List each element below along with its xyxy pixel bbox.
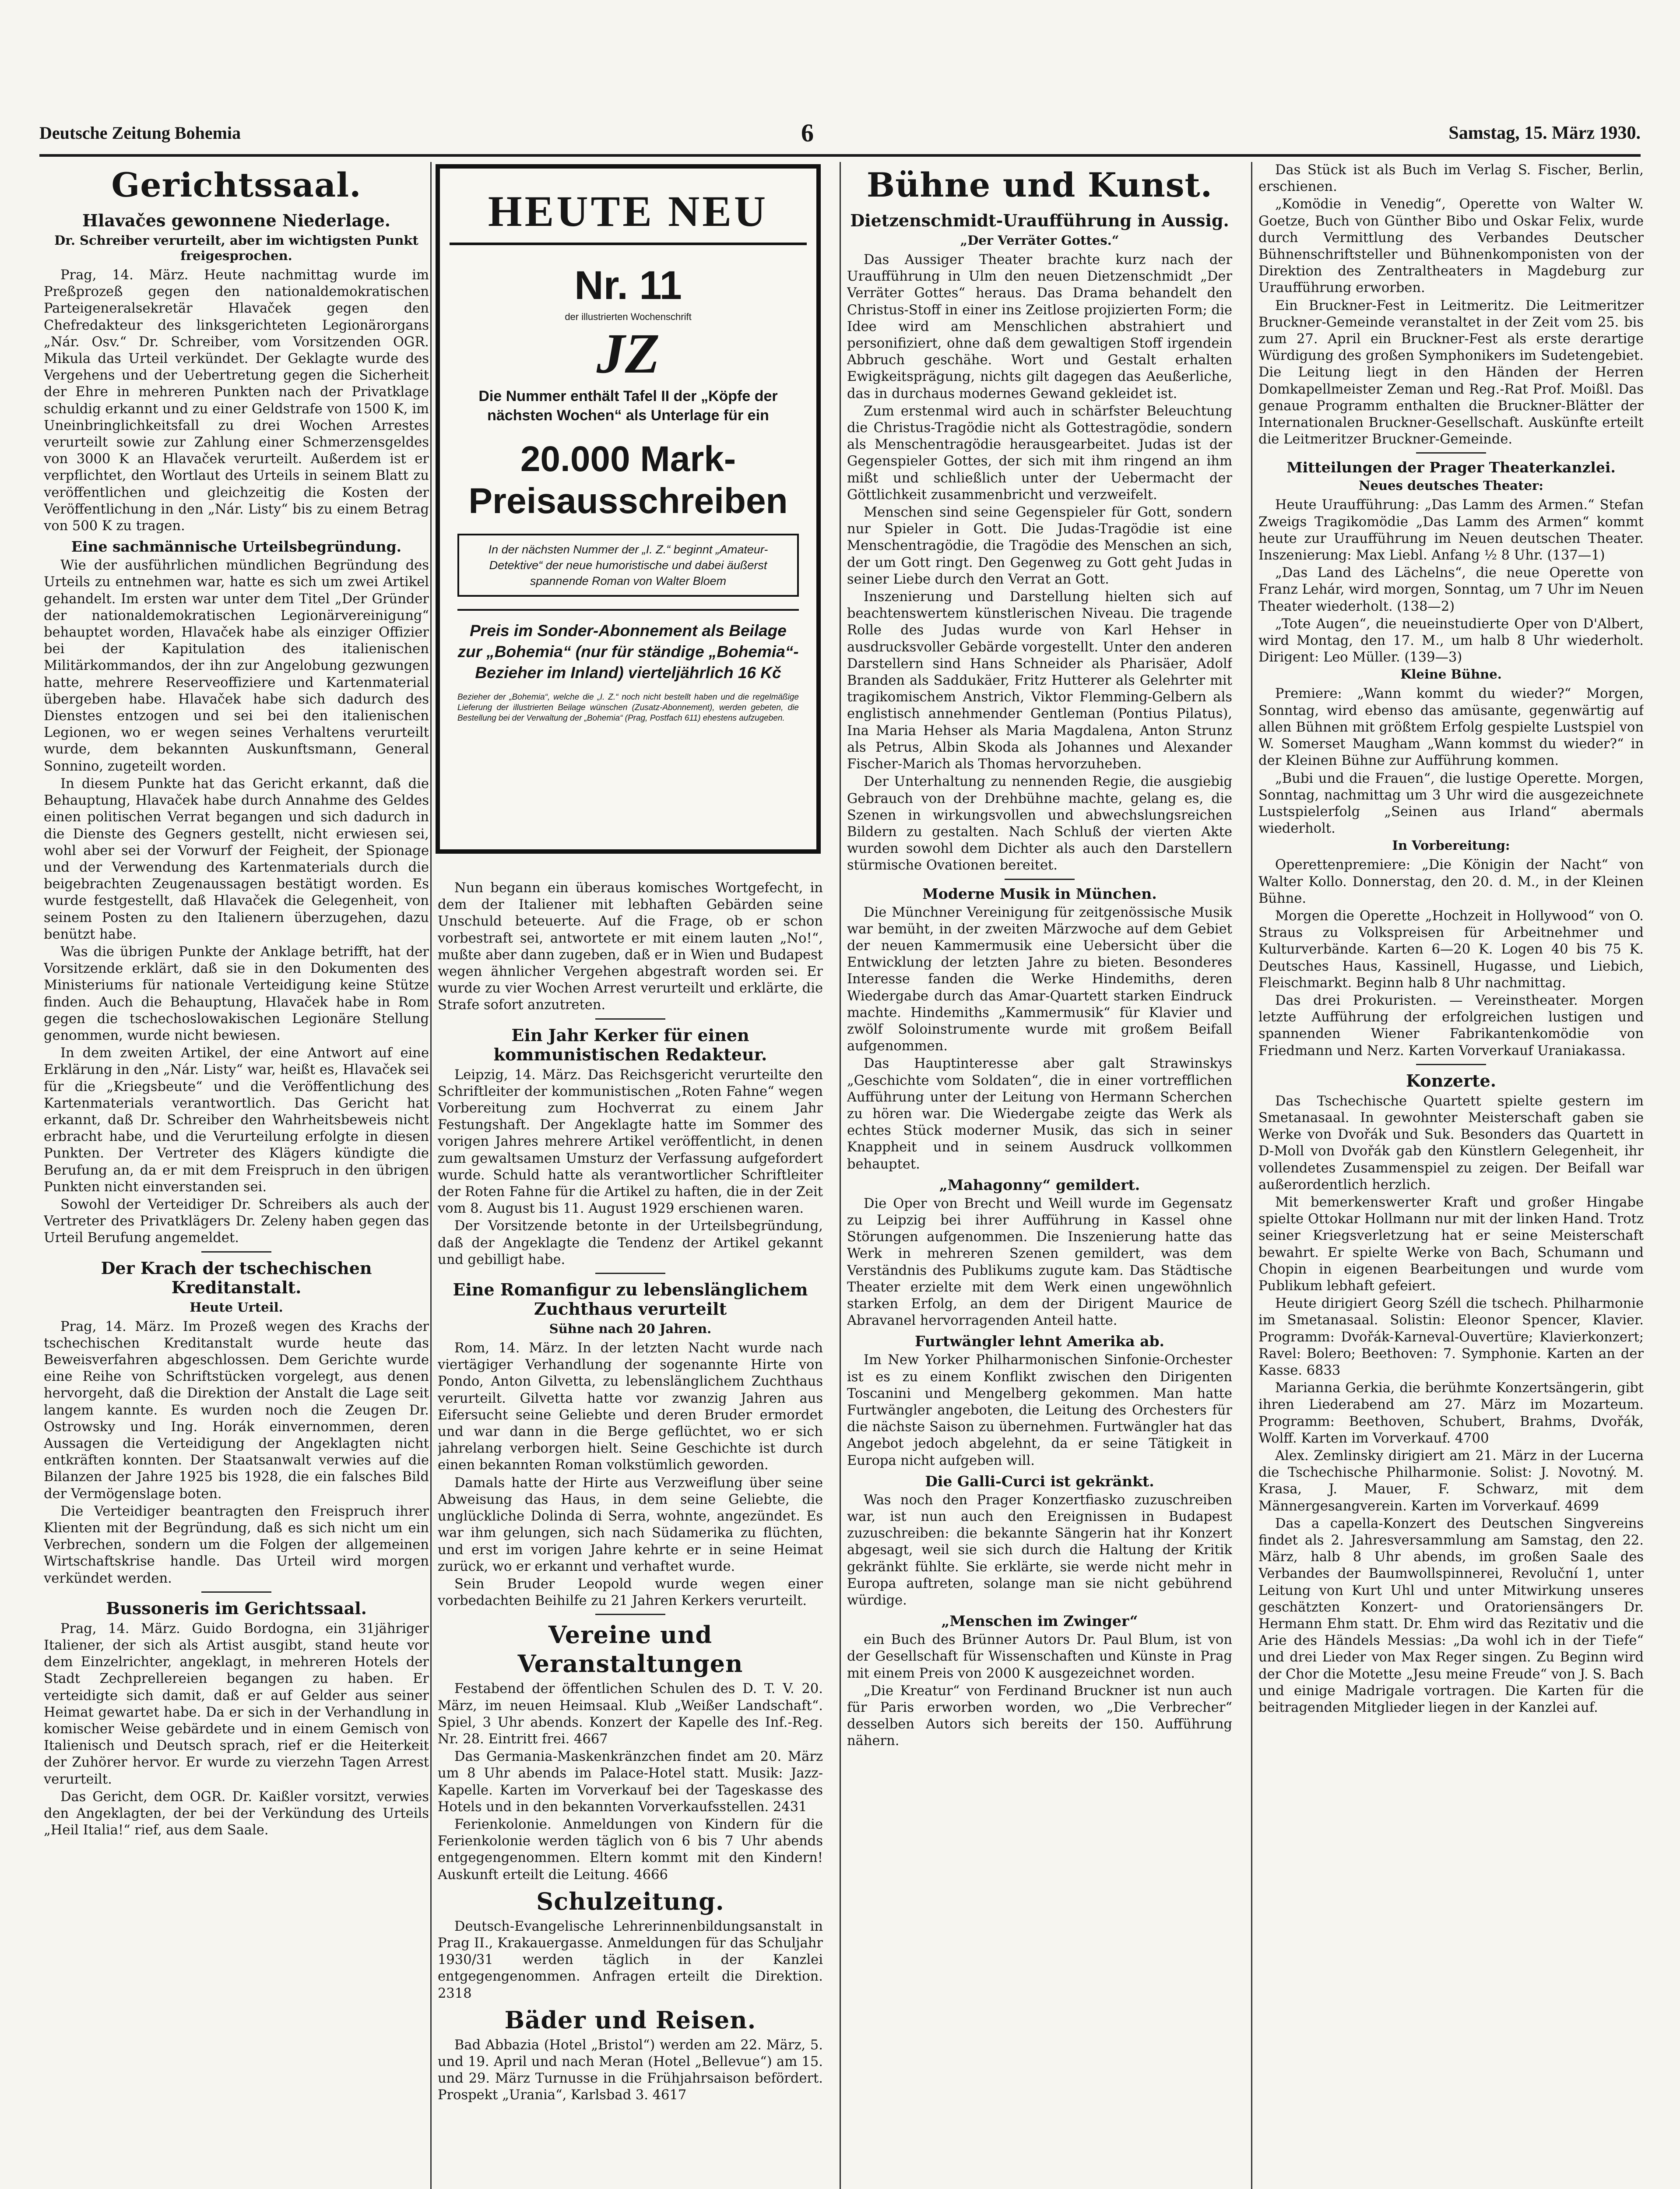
ad-headline: 20.000 Mark-Preisausschreiben: [468, 439, 788, 521]
article-paragraph: Menschen sind seine Gegenspieler für Gott, sondern nur Spieler in Gott. Die Judas-Tragödie ist eine Menschentragödie, die Tragödie des Menschen an sich, der um Gott ringt. Den Gegenweg zu Gott geht Judas in seiner Liebe durch den Verrat an Gott.: [847, 505, 1232, 587]
column-separator: [430, 162, 432, 2189]
article-paragraph: „Tote Augen“, die neueinstudierte Oper von D'Albert, wird Montag, den 17. M., um halb 8 Uhr wiederholt. Dirigent: Leo Müller. (139—3): [1258, 616, 1644, 665]
article-divider: [595, 1614, 665, 1615]
article-paragraph: Marianna Gerkia, die berühmte Konzertsängerin, gibt ihren Liederabend am 27. März im Mozarteum. Programm: Beethoven, Schubert, Brahms, Dvořák, Wolff. Karten im Vorverkauf. 4700: [1258, 1380, 1644, 1446]
article-paragraph: Die Verteidiger beantragten den Freispruch ihrer Klienten mit der Begründung, daß es sich nicht um ein Verbrechen, sondern um die Folgen der allgemeinen Wirtschaftskrise handle. Das Urteil wird morgen verkündet werden.: [44, 1503, 429, 1586]
ad-novel-notice: In der nächsten Nummer der „I. Z.“ beginnt „Amateur-Detektive“ der neue humoristische und dabei äußerst spannende Roman von Walter Bloem: [457, 534, 799, 597]
article-paragraph: Festabend der öffentlichen Schulen des D. T. V. 20. März, im neuen Heimsaal. Klub „Weißer Landschaft“. Spiel, 3 Uhr abends. Konzert der Kapelle des Inf.-Reg. Nr. 28. Eintritt frei. 4667: [438, 1681, 823, 1747]
ad-subline: der illustrierten Wochenschrift: [565, 311, 692, 322]
article-divider: [1416, 452, 1486, 454]
article-paragraph: Ein Bruckner-Fest in Leitmeritz. Die Leitmeritzer Bruckner-Gemeinde veranstaltet in der Zeit vom 25. bis zum 27. April ein Bruckner-Fest als erste derartige Würdigung des großen Symphonikers im Sudetengebiet. Die Leitung liegt in den Händen der Herren Domkapellmeister Zeman und Reg.-Rat Prof. Moißl. Das genaue Programm enthalten die Bruckner-Blätter der Internationalen Bruckner-Gesellschaft. Auskünfte erteilt die Leitmeritzer Bruckner-Gemeinde.: [1258, 298, 1644, 447]
article-paragraph: Prag, 14. März. Guido Bordogna, ein 31jähriger Italiener, der sich als Artist ausgibt, stand heute vor dem Einzelrichter, angeklagt, in mehreren Hotels der Stadt Zechprellereien begangen zu haben. Er verteidigte sich damit, daß er auf Gelder aus seiner Heimat gewartet habe. Da er sich in der Verhandlung in komischer Weise gebärdete und in einem Gemisch von Italienisch und Deutsch sprach, rief er die Heiterkeit der Zuhörer hervor. Er wurde zu vierzehn Tagen Arrest verurteilt.: [44, 1621, 429, 1787]
ad-logo: JZ: [596, 322, 660, 385]
article-subheadline: Neues deutsches Theater:: [1359, 478, 1543, 493]
article-paragraph: „Bubi und die Frauen“, die lustige Operette. Morgen, Sonntag, nachmittag um 3 Uhr wird die ausgezeichnete Lustspielerfolg „Seinen aus Irland“ abermals wiederholt.: [1258, 771, 1644, 837]
article-paragraph: Rom, 14. März. In der letzten Nacht wurde nach viertägiger Verhandlung der sogenannte Hirte von Pondo, Anton Gilvetta, zu lebenslänglichem Zuchthaus verurteilt. Gilvetta hatte vor zwanzig Jahren aus Eifersucht seine Geliebte und deren Bruder ermordet und war dann in die Berge geflüchtet, wo er sich jahrelang verborgen hielt. Seine Geschichte ist durch einen bekannten Roman volkstümlich geworden.: [438, 1341, 823, 1473]
section-title-concerts: Konzerte.: [1406, 1070, 1496, 1091]
article-paragraph: Leipzig, 14. März. Das Reichsgericht verurteilte den Schriftleiter der kommunistischen „Roten Fahne“ wegen Vorbereitung zum Hochverrat zu einem Jahr Festungshaft. Der Angeklagte hatte im Sommer des vorigen Jahres mehrere Artikel veröffentlicht, in denen zum gewaltsamen Umsturz der Verfassung aufgefordert wurde. Schuld hatte als verantwortlicher Schriftleiter der Roten Fahne für die Artikel zu haften, die in der Zeit vom 8. August bis 11. August 1929 erschienen waren.: [438, 1067, 823, 1217]
article-paragraph: In diesem Punkte hat das Gericht erkannt, daß die Behauptung, Hlavaček habe durch Annahme des Geldes einen politischen Verrat begangen und sich dadurch in die Dienste des Gegners gestellt, nicht erwiesen sei, wohl aber sei der Vorwurf der Feigheit, der Spionage und der Verwendung des Kartenmaterials durch die beigebrachten Zeugenaussagen bestätigt worden. Es wurde festgestellt, daß Hlavaček die Gelegenheit, von seinem Posten zu den Italienern überzugehen, dazu benützt habe.: [44, 776, 429, 942]
article-subheading: Eine sachmännische Urteilsbegründung.: [71, 538, 402, 556]
article-headline: Der Krach der tschechischen Kreditanstalt.: [101, 1258, 372, 1297]
issue-date: Samstag, 15. März 1930.: [1448, 123, 1641, 143]
advertisement-box: [436, 164, 821, 854]
page-header: [39, 118, 1641, 149]
article-subheadline: Sühne nach 20 Jahren.: [549, 1321, 712, 1337]
article-paragraph: „Das Land des Lächelns“, die neue Operette von Franz Lehár, wird morgen, Sonntag, um 7 Uhr im Neuen Theater wiederholt. (138—2): [1258, 565, 1644, 614]
column-4: [1258, 162, 1644, 2189]
article-headline: Mitteilungen der Prager Theaterkanzlei.: [1286, 459, 1616, 476]
article-paragraph: Zum erstenmal wird auch in schärfster Beleuchtung die Christus-Tragödie nicht als Gottestragödie, sondern als Menschentragödie herausgearbeitet. Judas ist der Gegenspieler Gottes, der sich mit ihm ringend an ihm mißt und schließlich unter der Uebermacht der Göttlichkeit zusammenbricht und verzweifelt.: [847, 403, 1232, 503]
article-headline: „Mahagonny“ gemildert.: [939, 1176, 1140, 1193]
article-subheadline: Heute Urteil.: [190, 1299, 283, 1315]
column-separator: [1251, 162, 1252, 2189]
section-title-court: Gerichtssaal.: [111, 165, 362, 204]
article-paragraph: Das Stück ist als Buch im Verlag S. Fischer, Berlin, erschienen.: [1258, 162, 1644, 195]
page-number: 6: [801, 119, 814, 147]
article-divider: [595, 1018, 665, 1020]
article-headline: Furtwängler lehnt Amerika ab.: [914, 1333, 1165, 1350]
article-headline: Dietzenschmidt-Uraufführung in Aussig.: [850, 211, 1229, 230]
article-paragraph: Der Unterhaltung zu nennenden Regie, die ausgiebig Gebrauch von der Drehbühne machte, gelang es, die Szenen in wirkungsvollen und abwechslungsreichen Bildern zu gestalten. Nach Schluß der vierten Akte wurden sowohl dem Dichter als auch den Darstellern stürmische Ovationen bereitet.: [847, 774, 1232, 873]
article-subheadline: Kleine Bühne.: [1400, 667, 1502, 682]
article-paragraph: Das Tschechische Quartett spielte gestern im Smetanasaal. In gewohnter Meisterschaft gaben sie Werke von Dvořák und Suk. Besonders das Quartett in D-Moll von Dvořák gab den Künstlern Gelegenheit, ihr vollendetes Zusammenspiel zu zeigen. Der Beifall war außerordentlich herzlich.: [1258, 1093, 1644, 1193]
article-subheadline: In Vorbereitung:: [1392, 838, 1510, 853]
article-paragraph: Prag, 14. März. Im Prozeß wegen des Krachs der tschechischen Kreditanstalt wurde heute das Beweisverfahren abgeschlossen. Dem Gerichte wurde eine Reihe von Schriftstücken vorgelegt, aus denen hervorgeht, daß die Direktion der Anstalt die Lage seit langem kannte. Es wurden noch die Zeugen Dr. Ostrowsky und Ing. Horák einvernommen, deren Aussagen die Verteidigung der Angeklagten nicht entkräften konnten. Der Staatsanwalt verwies auf die Bilanzen der Jahre 1925 bis 1928, die ein falsches Bild der Vermögenslage boten.: [44, 1319, 429, 1502]
ad-issue-number: Nr. 11: [574, 263, 682, 308]
article-paragraph: Heute Uraufführung: „Das Lamm des Armen.“ Stefan Zweigs Tragikomödie „Das Lamm des Armen“ kommt heute zur Uraufführung im Neuen deutschen Theater. Inszenierung: Max Liebl. Anfang ½ 8 Uhr. (137—1): [1258, 497, 1644, 563]
article-divider: [201, 1251, 271, 1253]
article-paragraph: In dem zweiten Artikel, der eine Antwort auf eine Erklärung in den „Nár. Listy“ war, heißt es, Hlavaček sei für die „Kriegsbeute“ und die Veröffentlichung des Kartenmaterials verantwortlich. Das Gericht hat erkannt, daß Dr. Schreiber den Wahrheitsbeweis nicht erbracht habe, und die Verurteilung erfolgte in diesen Punkten. Der Vertreter des Klägers kündigte die Berufung an, da er mit dem Freispruch in den übrigen Punkten nicht einverstanden sei.: [44, 1045, 429, 1195]
article-divider: [1416, 1064, 1486, 1065]
article-paragraph: Sowohl der Verteidiger Dr. Schreibers als auch der Vertreter des Privatklägers Dr. Zeleny haben gegen das Urteil Berufung angemeldet.: [44, 1197, 429, 1246]
article-paragraph: Wie der ausführlichen mündlichen Begründung des Urteils zu entnehmen war, hatte es sich um zwei Artikel gehandelt. Im ersten war unter dem Titel „Der Gründer der nationaldemokratischen Legionärvereinigung“ behauptet worden, Hlavaček habe als einziger Offizier bei der Kapitulation des italienischen Militärkommandos, der ihn zur Angelobung gezwungen hatte, mehrere Reserveoffiziere und Kartenmaterial übergeben habe. Hlavaček habe sich dadurch des Dienstes entzogen und sei bei den italienischen Legionen, wo er wegen seines Verhaltens verurteilt wurde, dem bekannten Auskunftsmann, General Sonnino, zugeteilt worden.: [44, 558, 429, 774]
article-paragraph: Prag, 14. März. Heute nachmittag wurde im Preßprozeß gegen den nationaldemokratischen Parteigeneralsekretär Hlavaček gegen den Chefredakteur des linksgerichteten Legionärorgans „Nár. Osv.“ Dr. Schreiber, vom Vorsitzenden OGR. Mikula das Urteil verkündet. Der Geklagte wurde des Vergehens und der Uebertretung gegen die Sicherheit der Ehre in mehreren Punkten nach der Privatklage schuldig erkannt und zu einer Geldstrafe von 1500 K, im Uneinbringlichkeitsfall zu drei Wochen Arrestes verurteilt sowie zur Zahlung einer Schmerzensgeldes von 3000 K an Hlavaček verurteilt. Außerdem ist er verpflichtet, den Wortlaut des Urteils in seinem Blatt zu veröffentlichen und gleichzeitig die Kosten der Veröffentlichung in den „Nár. Listy“ bis zu einem Betrag von 500 K zu tragen.: [44, 267, 429, 534]
ad-fine-print: Bezieher der „Bohemia“, welche die „I. Z.“ noch nicht bestellt haben und die regelmäßige Lieferung der illustrierten Beilage wünschen (Zusatz-Abonnement), werden gebeten, die Bestellung bei der Verwaltung der „Bohemia“ (Prag, Postfach 611) ehestens aufzugeben.: [457, 693, 799, 723]
article-headline: Moderne Musik in München.: [922, 885, 1157, 902]
article-paragraph: Mit bemerkenswerter Kraft und großer Hingabe spielte Ottokar Hollmann nur mit der linken Hand. Trotz seiner Kriegsverletzung hat er seine Meisterschaft bewahrt. Er spielte Werke von Bach, Schumann und Chopin in eigenen Bearbeitungen und wurde vom Publikum lebhaft gefeiert.: [1258, 1194, 1644, 1294]
ad-banner-text: HEUTE NEU: [488, 187, 769, 236]
article-paragraph: Das a capella-Konzert des Deutschen Singvereins findet als 2. Jahresversammlung am Samstag, den 22. März, halb 8 Uhr abends, im großen Saale des Verbandes der Baumwollspinnerei, Revoluční 1, unter Leitung von Kurt Uhl und unter Mitwirkung unseres geschätzten Konzert- und Oratoriensängers Dr. Hermann Ehm statt. Dr. Ehm wird das Rezitativ und die Arie des Händels Messias: „Da wohl ich in der Tiefe“ und drei Lieder von Max Reger singen. Zu Beginn wird der Chor die Motette „Jesu meine Freude“ von J. S. Bach und einige Madrigale vortragen. Die Karten für die beitragenden Mitglieder liegen in der Kanzlei auf.: [1258, 1516, 1644, 1716]
article-paragraph: Was die übrigen Punkte der Anklage betrifft, hat der Vorsitzende erklärt, daß sie in den Dokumenten des Ministeriums für nationale Verteidigung keine Stütze finden. Auch die Behauptung, Hlavaček habe in Rom gegen die tschechoslowakischen Legionäre Stellung genommen, wurde nicht bewiesen.: [44, 944, 429, 1043]
ad-subscription-offer: Preis im Sonder-Abonnement als Beilage zur „Bohemia“ (nur für ständige „Bohemia“-Bezieher im Inland) vierteljährlich 16 Kč: [457, 622, 799, 682]
article-divider: [201, 1591, 271, 1593]
article-headline: „Menschen im Zwinger“: [941, 1612, 1138, 1630]
column-3: [847, 162, 1232, 2189]
article-headline: Bussoneris im Gerichtssaal.: [106, 1598, 367, 1618]
masthead-label: Deutsche Zeitung Bohemia: [39, 123, 241, 143]
article-paragraph: „Komödie in Venedig“, Operette von Walter W. Goetze, Buch von Günther Bibo und Oskar Felix, wurde durch Vermittlung des Verbandes Deutscher Bühnenschriftsteller und Bühnenkomponisten von der Direktion des Zentraltheaters in Magdeburg zur Uraufführung erworben.: [1258, 197, 1644, 296]
article-paragraph: Premiere: „Wann kommt du wieder?“ Morgen, Sonntag, wird ebenso das amüsante, gegenwärtig auf allen Bühnen mit größtem Erfolg gespielte Lustspiel von W. Somerset Maugham „Wann kommst du wieder?“ in der Kleinen Bühne zur Aufführung kommen.: [1258, 686, 1644, 769]
article-paragraph: „Die Kreatur“ von Ferdinand Bruckner ist nun auch für Paris erworben worden, wo „Die Verbrecher“ desselben Autors sich bereits der 150. Aufführung nähern.: [847, 1683, 1232, 1749]
article-paragraph: Deutsch-Evangelische Lehrerinnenbildungsanstalt in Prag II., Krakauergasse. Anmeldungen für das Schuljahr 1930/31 werden täglich in der Kanzlei entgegengenommen. Anfragen erteilt die Direktion. 2318: [438, 1918, 823, 2001]
column-2: [438, 880, 823, 2189]
section-title-events: Vereine und Veranstaltungen: [517, 1621, 743, 1678]
article-headline: Hlavačes gewonnene Niederlage.: [82, 211, 391, 230]
article-paragraph: Das drei Prokuristen. — Vereinstheater. Morgen letzte Aufführung der erfolgreichen lustigen und spannenden Wiener Fabrikantenkomödie von Friedmann und Nerz. Karten Vorverkauf Uraniakassa.: [1258, 992, 1644, 1059]
article-paragraph: Das Hauptinteresse aber galt Strawinskys „Geschichte vom Soldaten“, die in einer vortrefflichen Aufführung unter der Leitung von Hermann Scherchen zu hören war. Die Wiedergabe zeigte das Werk als echtes Stück moderner Musik, das sich in seiner Knappheit und in seinem Ausdruck vollkommen behauptet.: [847, 1056, 1232, 1172]
section-title-school: Schulzeitung.: [536, 1887, 724, 1915]
article-paragraph: ein Buch des Brünner Autors Dr. Paul Blum, ist von der Gesellschaft für Wissenschaften und Künste in Prag mit einem Preis von 2000 K ausgezeichnet worden.: [847, 1632, 1232, 1681]
article-divider: [595, 1273, 665, 1274]
article-paragraph: Nun begann ein überaus komisches Wortgefecht, in dem der Italiener mit lebhaften Gebärden seine Unschuld beteuerte. Auf die Frage, ob er schon vorbestraft sei, antwortete er mit einem lauten „No!“, mußte aber dann zugeben, daß er in Wien und Budapest wegen ähnlicher Vergehen abgestraft worden sei. Er wurde zu vier Wochen Arrest verurteilt und erklärte, die Strafe sofort anzutreten.: [438, 880, 823, 1013]
ad-banner: [450, 178, 807, 245]
article-paragraph: Inszenierung und Darstellung hielten sich auf beachtenswertem künstlerischen Niveau. Die tragende Rolle des Judas wurde von Karl Hehser in ausdrucksvoller Gebärde vorgestellt. Unter den anderen Darstellern sind Hans Schneider als Pharisäer, Adolf Branden als Saddukäer, Fritz Hutterer als Gelehrter mit tragikomischem Anstrich, Viktor Flemming-Gelbern als englistisch annehmender Gentleman (Pontius Pilatus), Ina Maria Hehser als Maria Magdalena, Anton Strunz als Petrus, Albin Skoda als Johannes und Alexander Fischer-Marich als Thomas hervorzuheben.: [847, 589, 1232, 772]
article-paragraph: Bad Abbazia (Hotel „Bristol“) werden am 22. März, 5. und 19. April und nach Meran (Hotel „Bellevue“) am 15. und 29. März Turnusse in die Frühjahrsaison befördert. Prospekt „Urania“, Karlsbad 3. 4617: [438, 2037, 823, 2103]
article-subheadline: Dr. Schreiber verurteilt, aber im wichtigsten Punkt freigesprochen.: [54, 233, 418, 263]
article-paragraph: Das Gericht, dem OGR. Dr. Kaißler vorsitzt, verwies den Angeklagten, der bei der Verkündung des Urteils „Heil Italia!“ rief, aus dem Saale.: [44, 1789, 429, 1838]
column-1: [44, 162, 429, 2189]
article-paragraph: Heute dirigiert Georg Széll die tschech. Philharmonie im Smetanasaal. Solistin: Eleonor Spencer, Klavier. Programm: Dvořák-Karneval-Ouvertüre; Klavierkonzert; Ravel: Bolero; Beethoven: 7. Symphonie. Karten an der Kasse. 6833: [1258, 1296, 1644, 1378]
article-paragraph: Damals hatte der Hirte aus Verzweiflung über seine Abweisung das Haus, in dem seine Geliebte, die unglückliche Dolinda di Serra, wohnte, angezündet. Es war ihm gelungen, sich nach Südamerika zu flüchten, und erst im vorigen Jahre kehrte er in seine Heimat zurück, wo er erkannt und verhaftet wurde.: [438, 1475, 823, 1574]
article-headline: Die Galli-Curci ist gekränkt.: [925, 1472, 1154, 1490]
article-paragraph: Was noch den Prager Konzertfiasko zuzuschreiben war, ist nun auch den Ereignissen in Budapest zuzuschreiben: die bekannte Sängerin hat ihr Konzert abgesagt, weil sie sich durch die Haltung der Kritik gekränkt fühlte. Sie erklärte, sie werde nicht mehr in Europa auftreten, solange man sie nicht gebührend würdige.: [847, 1492, 1232, 1608]
ad-divider: [457, 609, 799, 611]
article-paragraph: Der Vorsitzende betonte in der Urteilsbegründung, daß der Angeklagte die Tendenz der Artikel gekannt und gebilligt habe.: [438, 1218, 823, 1267]
article-headline: Ein Jahr Kerker für einen kommunistischen Redakteur.: [493, 1025, 767, 1064]
section-title-arts: Bühne und Kunst.: [866, 165, 1213, 204]
article-paragraph: Die Oper von Brecht und Weill wurde im Gegensatz zu Leipzig bei ihrer Aufführung in Kassel ohne Störungen aufgenommen. Die Inszenierung hatte das Werk in mehreren Szenen gemildert, was dem Verständnis des Publikums zugute kam. Das Städtische Theater erzielte mit dem Werk einen ungewöhnlich starken Erfolg, an dem der Dirigent Maurice de Abravanel hervorragenden Anteil hatte.: [847, 1196, 1232, 1329]
section-title-travel: Bäder und Reisen.: [504, 2006, 756, 2034]
article-paragraph: Alex. Zemlinsky dirigiert am 21. März in der Lucerna die Tschechische Philharmonie. Solist: J. Novotný. M. Krasa, J. Mauer, F. Schwarz, mit dem Männergesangverein. Karten im Vorverkauf. 4699: [1258, 1448, 1644, 1514]
article-paragraph: Ferienkolonie. Anmeldungen von Kindern für die Ferienkolonie werden täglich von 6 bis 7 Uhr abends entgegengenommen. Eltern kommt mit den Kindern! Auskunft erteilt die Leitung. 4666: [438, 1816, 823, 1883]
ad-text: Die Nummer enthält Tafel II der „Köpfe der nächsten Wochen“ als Unterlage für ein: [478, 388, 778, 424]
article-paragraph: Operettenpremiere: „Die Königin der Nacht“ von Walter Kollo. Donnerstag, den 20. d. M., in der Kleinen Bühne.: [1258, 857, 1644, 906]
article-paragraph: Morgen die Operette „Hochzeit in Hollywood“ von O. Straus zu Volkspreisen für Arbeitnehmer und Kulturverbände. Karten 6—20 K. Logen 40 bis 75 K. Deutsches Haus, Kassinell, Hugasse, und Liebich, Fleischmarkt. Beginn halb 8 Uhr nachmittag.: [1258, 908, 1644, 991]
header-rule: [39, 154, 1641, 157]
article-paragraph: Die Münchner Vereinigung für zeitgenössische Musik war bemüht, in der zweiten Märzwoche auf dem Gebiet der neuen Kammermusik eine Uebersicht über die Entwicklung der letzten Jahre zu bieten. Besonderes Interesse fanden die Werke Hindemiths, deren Wiedergabe durch das Amar-Quartett starken Eindruck machte. Hindemiths „Kammermusik“ für Klavier und zwölf Soloinstrumente wurde mit großem Beifall aufgenommen.: [847, 904, 1232, 1054]
article-headline: Eine Romanfigur zu lebenslänglichem Zuchthaus verurteilt: [453, 1280, 808, 1319]
article-paragraph: Im New Yorker Philharmonischen Sinfonie-Orchester ist es zu einem Konflikt zwischen den Dirigenten Toscanini und Mengelberg gekommen. Man hatte Furtwängler angeboten, die Leitung des Orchesters für die nächste Saison zu übernehmen. Furtwängler hat das Angebot jedoch abgelehnt, da er seine Tätigkeit in Europa nicht aufgeben will.: [847, 1352, 1232, 1468]
article-divider: [1005, 879, 1075, 880]
article-paragraph: Das Germania-Maskenkränzchen findet am 20. März um 8 Uhr abends im Palace-Hotel statt. Musik: Jazz-Kapelle. Karten im Vorverkauf bei der Tageskasse des Hotels und in den bekannten Vorverkaufsstellen. 2431: [438, 1749, 823, 1815]
article-paragraph: Das Aussiger Theater brachte kurz nach der Uraufführung in Ulm den neuen Dietzenschmidt „Der Verräter Gottes“ heraus. Das Drama behandelt den Christus-Stoff in einer ins Zeitlose projizierten Form; die Idee wird am Menschlichen abstrahiert und personifiziert, ohne daß dem gewaltigen Stoff irgendein Abbruch geschähe. Wort und Gestalt erhalten Ewigkeitsprägung, nichts gilt dagegen das Aeußerliche, das in durchaus modernes Gewand gekleidet ist.: [847, 252, 1232, 401]
column-separator: [840, 162, 841, 2189]
article-paragraph: Sein Bruder Leopold wurde wegen einer vorbedachten Beihilfe zu 21 Jahren Kerkers verurteilt.: [438, 1576, 823, 1609]
article-subheadline: „Der Verräter Gottes.“: [960, 233, 1119, 248]
